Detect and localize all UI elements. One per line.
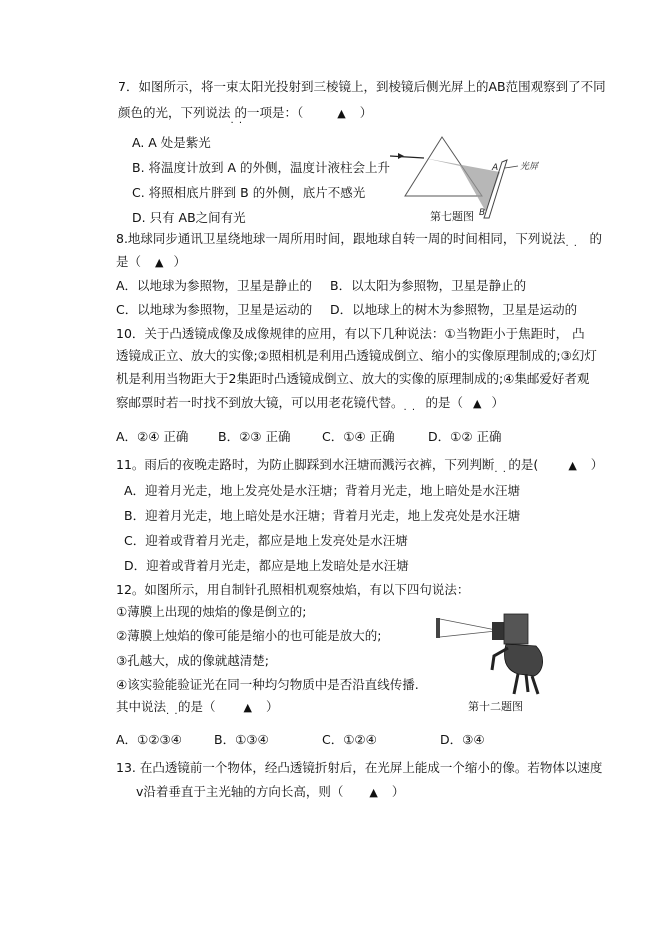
sunlight-ray [390, 156, 424, 158]
q12-statement-4: ④该实验能验证光在同一种均匀物质中是否沿直线传播. [116, 677, 419, 692]
q12-statement-3: ③孔越大，成的像就越清楚; [116, 653, 269, 668]
q11-stem: 11。雨后的夜晚走路时，为防止脚踩到水汪塘而溅污衣裤，下列判断 的是( ▲ ） [116, 457, 604, 472]
observer-body [505, 644, 543, 676]
pinhole-camera-figure [430, 600, 560, 698]
q8-option-b: B．以太阳为参照物，卫星是静止的 [330, 278, 527, 293]
answer-triangle-icon: ▲ [369, 786, 378, 799]
q12-stem: 12。如图所示，用自制针孔照相机观察烛焰，有以下四句说法： [116, 582, 470, 597]
q12-ask: 其中说法 的是（ ▲ ） [116, 699, 279, 714]
q13-line2: v沿着垂直于主光轴的方向长高，则（ ▲ ） [136, 784, 405, 799]
screen-label: 光屏 [520, 162, 539, 172]
answer-triangle-icon: ▲ [337, 107, 346, 120]
q11-option-a: A．迎着月光走，地上发亮处是水汪塘；背着月光走，地上暗处是水汪塘 [124, 483, 521, 498]
q7-option-d: D. 只有 AB之间有光 [132, 210, 246, 225]
answer-triangle-icon: ▲ [155, 256, 164, 269]
q10-option-c: C．①④ 正确 [322, 429, 395, 444]
q7-option-c: C. 将照相底片胖到 B 的外侧，底片不感光 [132, 185, 366, 200]
q11-option-b: B．迎着月光走，地上暗处是水汪塘；背着月光走，地上发亮处是水汪塘 [124, 508, 521, 523]
answer-triangle-icon: ▲ [243, 701, 252, 714]
prism-shape [405, 137, 482, 196]
candle-flame [436, 618, 440, 638]
q10-line1: 10．关于凸透镜成像及成像规律的应用，有以下几种说法：①当物距小于焦距时， 凸 [116, 326, 585, 341]
q7-option-a: A. A 处是紫光 [132, 135, 211, 150]
q12-option-a: A．①②③④ [116, 732, 182, 747]
observer-legs [514, 674, 538, 694]
answer-triangle-icon: ▲ [473, 397, 482, 410]
q12-statement-1: ①薄膜上出现的烛焰的像是倒立的; [116, 604, 307, 619]
q10-option-b: B．②③ 正确 [218, 429, 291, 444]
q7-figure-caption: 第七题图 [430, 210, 474, 223]
light-ray-bottom [440, 631, 496, 637]
label-b: B [479, 208, 486, 218]
q12-option-c: C．①②④ [322, 732, 377, 747]
q12-option-b: B．①③④ [214, 732, 269, 747]
label-a: A [492, 163, 499, 173]
camera-box [492, 622, 504, 640]
light-ray-top [440, 619, 496, 630]
q7-stem-line2: 颜色的光，下列说法 · · 的一项是：（ ▲ ） [118, 104, 372, 123]
q10-option-d: D．①② 正确 [428, 429, 502, 444]
q10-option-a: A．②④ 正确 [116, 429, 189, 444]
q11-option-d: D．迎着或背着月光走，都应是地上发暗处是水汪塘 [124, 558, 409, 573]
q7-option-b: B. 将温度计放到 A 的外侧，温度计液柱会上升 [132, 160, 391, 175]
answer-triangle-icon: ▲ [568, 459, 577, 472]
q8-stem-line2: 是（ ▲ ） [116, 254, 186, 269]
q8-stem-line1: 8.地球同步通讯卫星绕地球一周所用时间，跟地球自转一周的时间相同，下列说法 的 [116, 231, 602, 246]
q12-option-d: D．③④ [440, 732, 485, 747]
q8-option-d: D．以地球上的树木为参照物，卫星是运动的 [330, 302, 578, 317]
q7-stem-line1: 7．如图所示，将一束太阳光投射到三棱镜上，到棱镜后侧光屏上的AB范围观察到了不同 [118, 79, 606, 94]
q10-line2: 透镜成正立、放大的实像;②照相机是利用凸透镜成倒立、缩小的实像原理制成的;③幻灯 [116, 348, 597, 363]
q13-line1: 13. 在凸透镜前一个物体，经凸透镜折射后，在光屏上能成一个缩小的像。若物体以速度 [116, 760, 603, 775]
observer-head [504, 614, 528, 644]
q12-statement-2: ②薄膜上烛焰的像可能是缩小的也可能是放大的; [116, 628, 382, 643]
q8-option-c: C．以地球为参照物，卫星是运动的 [116, 302, 313, 317]
ray-arrow-icon [398, 153, 404, 159]
q10-line3: 机是利用当物距大于2集距时凸透镜成倒立、放大的实像的原理制成的;④集邮爱好者观 [116, 371, 590, 386]
q10-line4: 察邮票时若一时找不到放大镜，可以用老花镜代替。 的是（ ▲ ） [116, 395, 505, 410]
q8-option-a: A．以地球为参照物，卫星是静止的 [116, 278, 313, 293]
q11-option-c: C．迎着或背着月光走，都应是地上发亮处是水汪塘 [124, 533, 408, 548]
q12-figure-caption: 第十二题图 [468, 700, 523, 713]
